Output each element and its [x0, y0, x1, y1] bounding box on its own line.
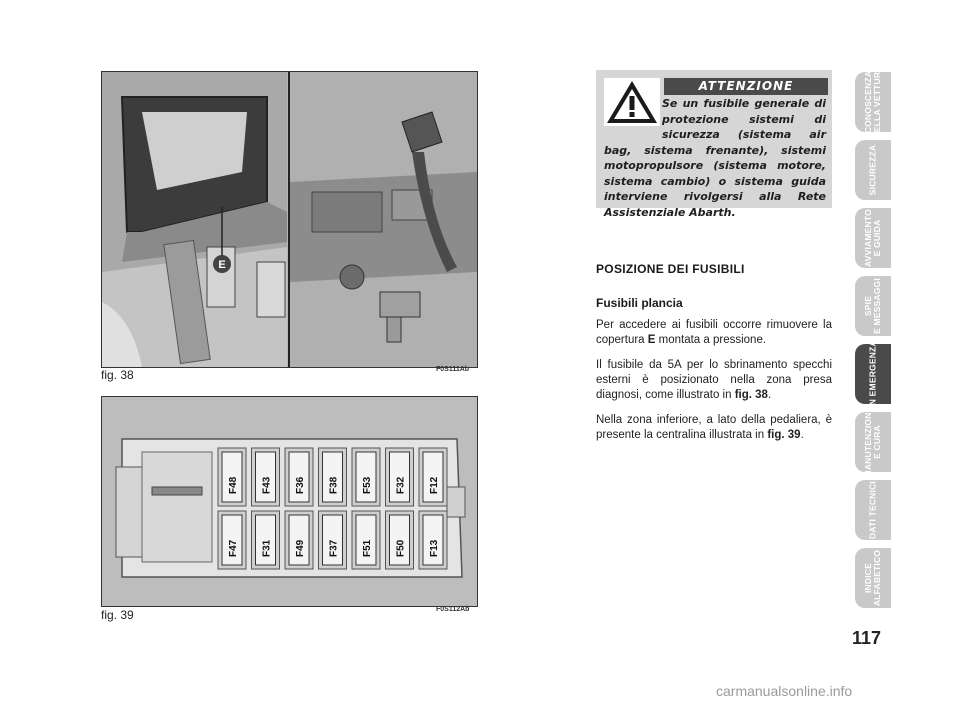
- chapter-tab-2[interactable]: [855, 140, 891, 200]
- fuse-label: F38: [328, 476, 340, 494]
- chapter-tab-3[interactable]: [855, 208, 891, 268]
- fuse-label: F36: [295, 476, 306, 494]
- fuse-F13: [419, 511, 447, 569]
- figure-39-code: F0S112Ab: [436, 606, 470, 613]
- chapter-tab-6[interactable]: [855, 406, 891, 478]
- chapter-tab-label: CONOSCENZA DELLA VETTURA: [863, 65, 882, 139]
- fuse-label: F53: [362, 476, 373, 494]
- chapter-tab-4[interactable]: [855, 276, 891, 336]
- fuse-label: F13: [429, 539, 440, 557]
- chapter-tab-label: SICUREZZA: [867, 144, 878, 196]
- fuse-F43: [252, 448, 280, 506]
- fuse-F12: [419, 448, 447, 506]
- watermark: carmanualsonline.info: [716, 683, 853, 699]
- fuse-box-diagram: [102, 397, 477, 606]
- fuse-F53: [352, 448, 380, 506]
- fuse-label: F32: [395, 476, 407, 494]
- chapter-tab-label: DATI TECNICI: [867, 481, 878, 539]
- attention-box: [596, 70, 832, 219]
- attention-text: Se un fusibile generale di protezione sistemi di sicurezza (sistema air bag, sistema frenante), sistemi motopropulsore (sistema motore, sistema cambio) o sistema guida interviene rivolgersi alla Rete Assistenziale Abarth.: [604, 97, 826, 219]
- subsection-title: Fusibili plancia: [596, 296, 683, 310]
- chapter-tab-label: INDICE ALFABETICO: [863, 549, 882, 607]
- fuse-F37: [319, 511, 347, 569]
- paragraph-lower-unit: Nella zona inferiore, a lato della pedaliera, è presente la centralina illustrata in fig. 39.: [596, 414, 832, 441]
- figure-39-image: [101, 396, 478, 607]
- page-number: 117: [852, 628, 882, 648]
- fuse-F31: [252, 511, 280, 569]
- chapter-tab-5[interactable]: [855, 340, 891, 408]
- fuse-label: F47: [228, 539, 239, 557]
- fuse-label: F43: [261, 476, 273, 494]
- dashboard-illustration: [102, 72, 477, 367]
- fuse-label: F31: [261, 539, 273, 557]
- paragraph-access: Per accedere ai fusibili occorre rimuovere la copertura E montata a pressione.: [596, 319, 832, 346]
- chapter-tab-label: MANUTENZIONE E CURA: [863, 406, 882, 478]
- fuse-label: F37: [328, 539, 340, 557]
- fuse-F51: [352, 511, 380, 569]
- fuse-F47: [218, 511, 246, 569]
- chapter-tab-label: AVVIAMENTO E GUIDA: [863, 209, 882, 267]
- figure-38-image: [101, 71, 478, 368]
- fuse-label: F49: [295, 539, 306, 557]
- fuse-label: F48: [228, 476, 239, 494]
- attention-title: ATTENZIONE: [664, 78, 828, 95]
- chapter-tab-7[interactable]: [855, 480, 891, 540]
- fuse-label: F12: [429, 476, 440, 494]
- chapter-tab-label: SPIE E MESSAGGI: [863, 278, 882, 334]
- figure-38-caption: fig. 38: [101, 368, 134, 382]
- fuse-F48: [218, 448, 246, 506]
- fuse-F50: [386, 511, 414, 569]
- fuse-F38: [319, 448, 347, 506]
- chapter-tab-label: IN EMERGENZA: [867, 340, 878, 408]
- figure-39-caption: fig. 39: [101, 608, 134, 622]
- chapter-tab-1[interactable]: [855, 65, 891, 139]
- cover-marker-e: E: [218, 259, 226, 271]
- chapter-tab-8[interactable]: [855, 548, 891, 608]
- section-title: POSIZIONE DEI FUSIBILI: [596, 262, 745, 276]
- paragraph-defrost-fuse: Il fusibile da 5A per lo sbrinamento specchi esterni è posizionato nella zona presa diagnosi, come illustrato in fig. 38.: [596, 359, 832, 401]
- fuse-F49: [285, 511, 313, 569]
- figure-38-code: F0S111Ab: [436, 366, 470, 373]
- fuse-F32: [386, 448, 414, 506]
- fuse-F36: [285, 448, 313, 506]
- fuse-label: F50: [395, 539, 407, 557]
- fuse-label: F51: [362, 539, 373, 557]
